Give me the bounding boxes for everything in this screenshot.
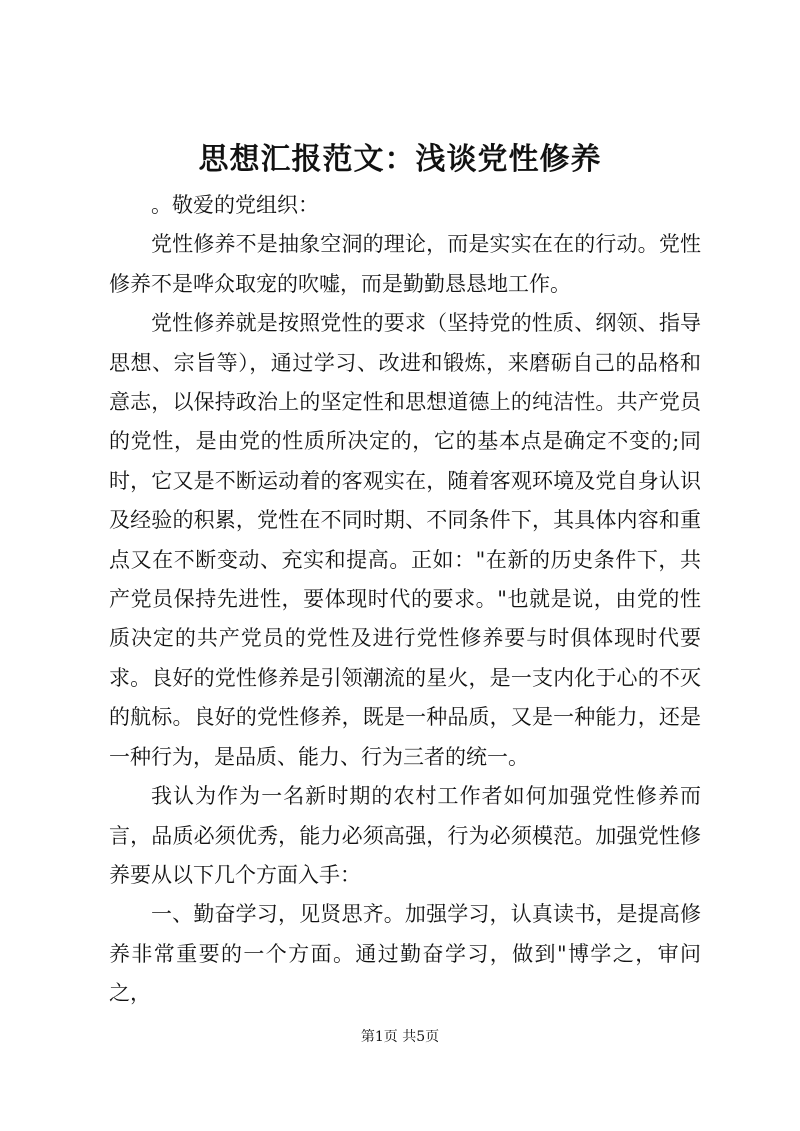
body-paragraph: 党性修养不是抽象空洞的理论，而是实实在在的行动。党性修养不是哗众取宠的吹嘘，而是勤勤恳恳地工作。 (109, 232, 701, 296)
salutation: 。敬爱的党组织： (151, 193, 319, 217)
body-paragraph: 一、勤奋学习，见贤思齐。加强学习，认真读书，是提高修养非常重要的一个方面。通过勤奋学习，做到"博学之，审问之， (109, 902, 701, 1006)
body-paragraph: 党性修养就是按照党性的要求（坚持党的性质、纲领、指导思想、宗旨等），通过学习、改进和锻炼，来磨砺自己的品格和意志，以保持政治上的坚定性和思想道德上的纯洁性。共产党员的党性，是由党的性质所决定的，它的基本点是确定不变的;同时，它又是不断运动着的客观实在，随着客观环境及党自身认识及经验的积累，党性在不同时期、不同条件下，其具体内容和重点又在不断变动、充实和提高。正如："在新的历史条件下，共产党员保持先进性，要体现时代的要求。"也就是说，由党的性质决定的共产党员的党性及进行党性修养要与时俱体现时代要求。良好的党性修养是引领潮流的星火，是一支内化于心的不灭的航标。良好的党性修养，既是一种品质，又是一种能力，还是一种行为，是品质、能力、行为三者的统一。 (109, 311, 701, 769)
page-number-footer: 第1页 共5页 (360, 1029, 440, 1045)
body-paragraph: 我认为作为一名新时期的农村工作者如何加强党性修养而言，品质必须优秀，能力必须高强，行为必须模范。加强党性修养要从以下几个方面入手： (109, 784, 701, 887)
document-body (109, 186, 701, 1014)
document-title: 思想汇报范文：浅谈党性修养 (198, 142, 602, 177)
